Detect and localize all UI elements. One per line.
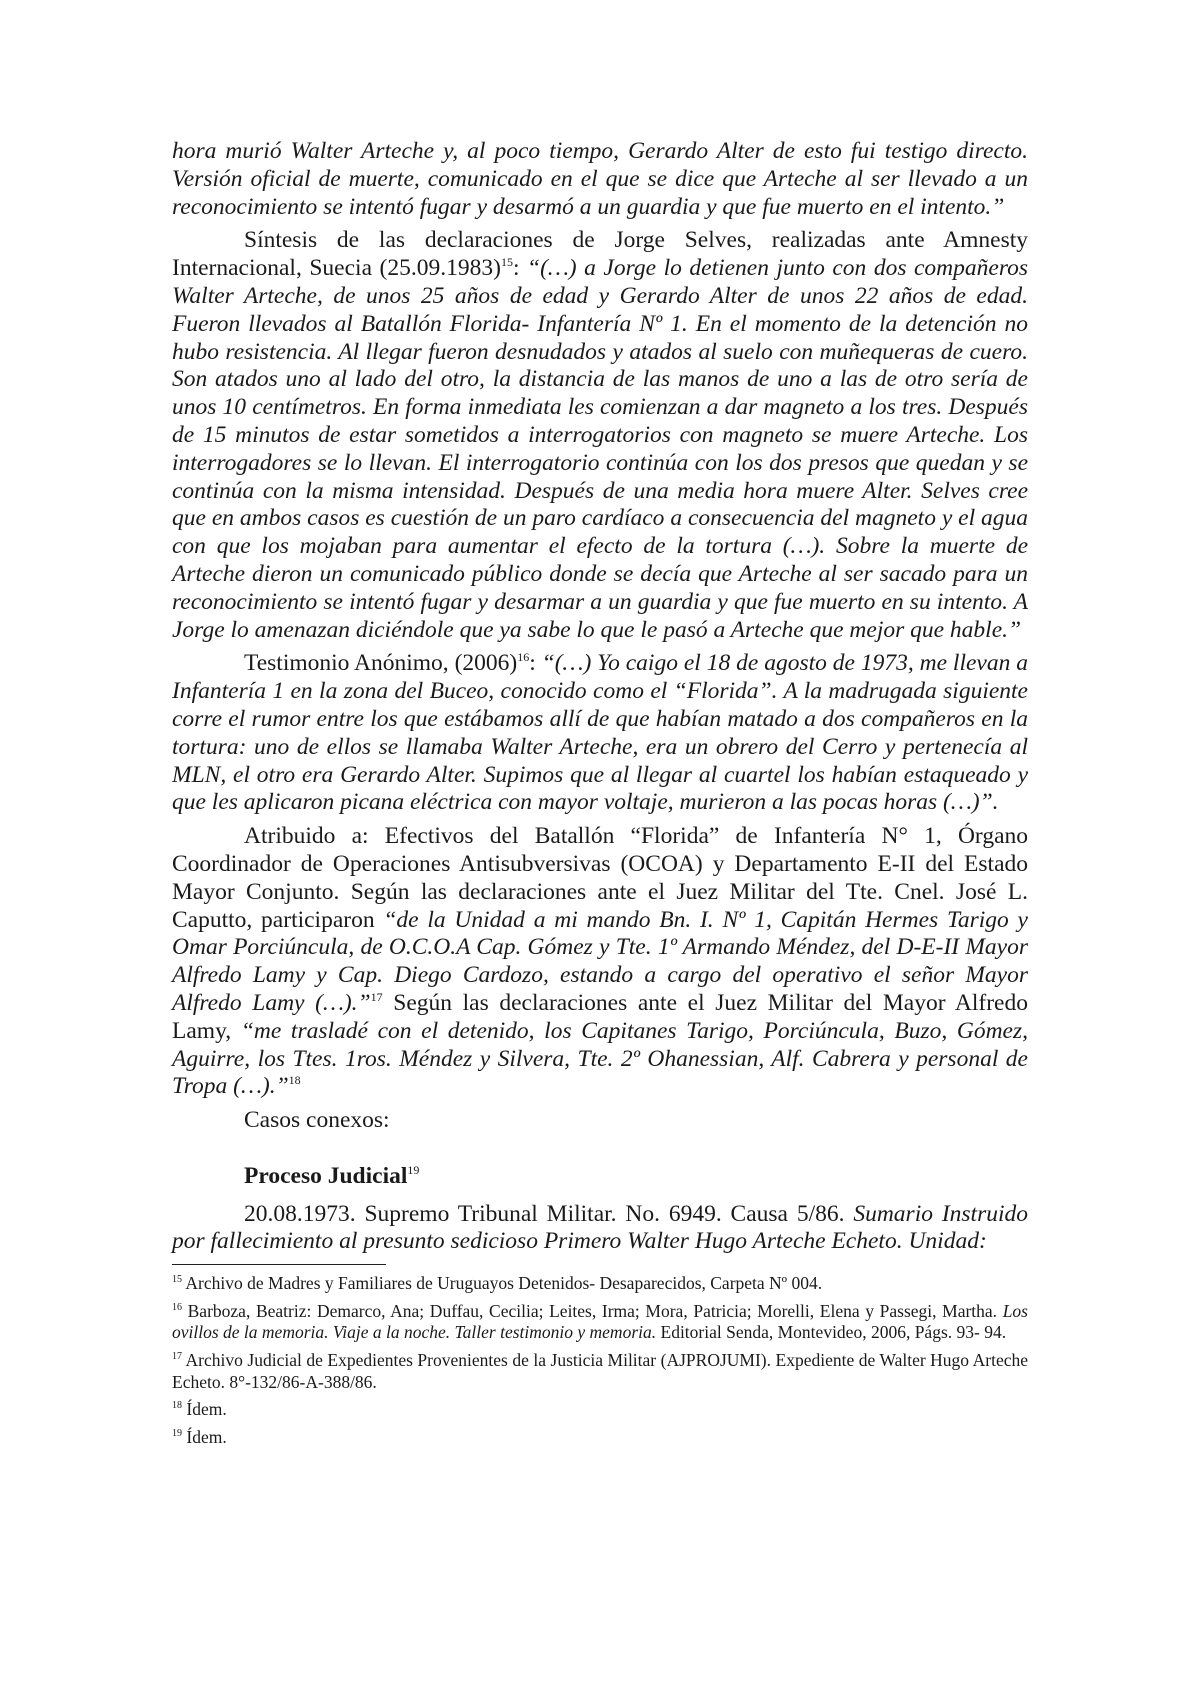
footnote-ref-16[interactable]: 16: [517, 650, 530, 665]
footnote-number: 16: [172, 1302, 182, 1314]
quote-text-lamy: “me trasladé con el detenido, los Capitanes Tarigo, Porciúncula, Buzo, Gómez, Aguirre, los Ttes. 1ros. Méndez y Silvera, Tte. 2º Ohanessian, Alf. Cabrera y personal de Tropa (…).”: [172, 1017, 1028, 1100]
paragraph-related-cases: Casos conexos:: [244, 1107, 390, 1134]
footnote-ref-17[interactable]: 17: [370, 990, 383, 1005]
footnote-18: [172, 1399, 1028, 1421]
quote-text: “(…) Yo caigo el 18 de agosto de 1973, me llevan a Infantería 1 en la zona del Buceo, conocido como el “Florida”. A la madrugada siguiente corre el rumor entre los que estábamos allí de que habían matado a dos compañeros en la tortura: uno de ellos se llamaba Walter Arteche, era un obrero del Cerro y pertenecía al MLN, el otro era Gerardo Alter. Supimos que al llegar al cuartel los habían estaqueado y que les aplicaron picana eléctrica con mayor voltaje, murieron a las pocas horas (…)”.: [172, 650, 1028, 816]
paragraph-lead: Testimonio Anónimo, (2006): [244, 650, 518, 677]
footnote-number: 15: [172, 1274, 182, 1286]
footnote-ref-15[interactable]: 15: [500, 255, 513, 270]
footnote-19: [172, 1427, 1028, 1449]
paragraph-lead: Síntesis de las declaraciones de Jorge Selves, realizadas ante Amnesty Internacional, Suecia (25.09.1983): [172, 227, 1028, 282]
quote-text: hora murió Walter Arteche y, al poco tiempo, Gerardo Alter de esto fui testigo directo. Versión oficial de muerte, comunicado en el que se dice que Arteche al ser llevado a un reconocimiento se intentó fugar y desarmó a un guardia y que fue muerto en el intento.”: [172, 138, 1028, 220]
heading-text: Proceso Judicial: [244, 1162, 408, 1189]
paragraph-mid: Según las declaraciones ante el Juez Militar del Mayor Alfredo Lamy,: [172, 989, 1028, 1044]
footnote-16: [172, 1301, 1028, 1344]
footnote-text: Barboza, Beatriz: Demarco, Ana; Duffau, Cecilia; Leites, Irma; Mora, Patricia; Morelli, Elena y Passegi, Martha.: [182, 1300, 1003, 1321]
document-page: [172, 138, 1028, 1454]
section-heading-judicial-process: [172, 1163, 1028, 1191]
footnote-number: 17: [172, 1351, 182, 1363]
footnotes: [172, 1273, 1028, 1448]
paragraph-lead: 20.08.1973. Supremo Tribunal Militar. No. 6949. Causa 5/86.: [244, 1200, 854, 1227]
footnote-text: Ídem.: [182, 1426, 227, 1447]
paragraph-anonymous-testimony: [172, 650, 1028, 817]
paragraph-attributed-to: [172, 823, 1028, 1101]
colon: :: [512, 255, 527, 282]
paragraph-selves-declaration: [172, 227, 1028, 644]
footnote-number: 18: [172, 1400, 182, 1412]
footnote-number: 19: [172, 1428, 182, 1440]
footnote-separator: [172, 1264, 386, 1265]
paragraph-lead: Atribuido a: Efectivos del Batallón “Florida” de Infantería N° 1, Órgano Coordinador de Operaciones Antisubversivas (OCOA) y Departamento E-II del Estado Mayor Conjunto. Según las declaraciones ante el Juez Militar del Tte. Cnel. José L. Caputto, participaron: [172, 823, 1028, 933]
colon: :: [529, 650, 542, 677]
footnote-text-tail: Editorial Senda, Montevideo, 2006, Págs. 93- 94.: [656, 1322, 1007, 1343]
footnote-text: Archivo de Madres y Familiares de Uruguayos Detenidos- Desaparecidos, Carpeta Nº 004.: [182, 1273, 823, 1294]
footnote-text: Ídem.: [182, 1399, 227, 1420]
footnote-17: [172, 1350, 1028, 1393]
quote-text-caputto: “de la Unidad a mi mando Bn. I. Nº 1, Capitán Hermes Tarigo y Omar Porciúncula, de O.C.O.A Cap. Gómez y Tte. 1º Armando Méndez, del D-E-II Mayor Alfredo Lamy y Cap. Diego Cardozo, estando a cargo del operativo el señor Mayor Alfredo Lamy (…).”: [172, 906, 1028, 1016]
case-title: Sumario Instruido por fallecimiento al presunto sedicioso Primero Walter Hugo Arteche Echeto. Unidad:: [172, 1200, 1028, 1255]
paragraph-judicial-entry: [172, 1201, 1028, 1257]
quote-text: “(…) a Jorge lo detienen junto con dos compañeros Walter Arteche, de unos 25 años de edad y Gerardo Alter de unos 22 años de edad. Fueron llevados al Batallón Florida- Infantería Nº 1. En el momento de la detención no hubo resistencia. Al llegar fueron desnudados y atados al suelo con muñequeras de cuero. Son atados uno al lado del otro, la distancia de las manos de uno a las de otro sería de unos 10 centímetros. En forma inmediata les comienzan a dar magneto a los tres. Después de 15 minutos de estar sometidos a interrogatorios con magneto se muere Arteche. Los interrogadores se lo llevan. El interrogatorio continúa con los dos presos que quedan y se continúa con la misma intensidad. Después de una media hora muere Alter. Selves cree que en ambos casos es cuestión de un paro cardíaco a consecuencia del magneto y el agua con que los mojaban para aumentar el efecto de la tortura (…). Sobre la muerte de Arteche dieron un comunicado público donde se decía que Arteche al ser sacado para un reconocimiento se intentó fugar y desarmar a un guardia y que fue muerto en su intento. A Jorge lo amenazan diciéndole que ya sabe lo que le pasó a Arteche que mejor que hable.”: [172, 255, 1028, 643]
footnote-ref-19[interactable]: 19: [407, 1163, 420, 1178]
footnote-15: [172, 1273, 1028, 1295]
book-title: Los ovillos de la memoria. Viaje a la noche. Taller testimonio y memoria.: [172, 1300, 1028, 1343]
paragraph-continuation: [172, 138, 1028, 221]
footnote-ref-18[interactable]: 18: [288, 1073, 301, 1088]
footnote-text: Archivo Judicial de Expedientes Provenientes de la Justicia Militar (AJPROJUMI). Expediente de Walter Hugo Arteche Echeto. 8°-132/86-A-388/86.: [172, 1350, 1028, 1392]
